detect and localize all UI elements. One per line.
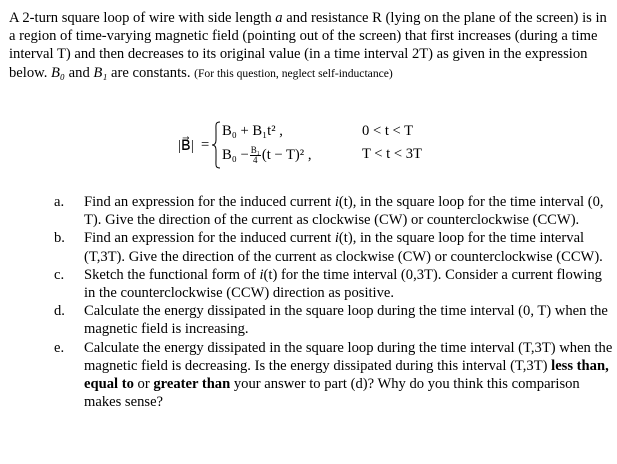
problem-statement <box>9 9 609 83</box>
question-part-b <box>54 229 614 265</box>
magnetic-field-equation <box>178 121 458 171</box>
b1-over-4-fraction <box>250 146 261 165</box>
part-e-text-pre: Calculate the energy dissipated in the square loop during the time interval (T,3T) when the magnetic field is decreasing. Is the energy dissipated during this interval (T,3T) <box>84 339 613 374</box>
case-2-expression <box>222 146 311 165</box>
question-part-d <box>54 302 614 338</box>
intro-text-3: are constants. <box>107 64 195 81</box>
part-d-marker: d. <box>54 303 65 320</box>
equals-sign: = <box>201 137 210 153</box>
part-a-marker: a. <box>54 194 65 210</box>
part-a-text-post: (t), in the square loop for the time interval (0, T). Give the direction of the current as clockwise (CW) or counterclockwise (CCW). <box>84 194 604 229</box>
case-2-prefix: B₀ − <box>222 146 249 163</box>
field-magnitude-symbol: |B⃗| <box>178 138 194 154</box>
b1-constant: B₁ <box>93 64 108 81</box>
question-part-e <box>54 339 614 412</box>
fraction-denominator: 4 <box>253 155 258 165</box>
part-d-text: Calculate the energy dissipated in the square loop during the time interval (0, T) when the magnetic field is increasing. <box>84 303 608 338</box>
case-1-condition: 0 < t < T <box>362 123 414 139</box>
case-2-suffix: (t − T)² , <box>261 146 312 163</box>
intro-text-1: A 2-turn square loop of wire with side length <box>9 10 276 26</box>
part-e-or: or <box>133 376 154 393</box>
b0-constant: B₀ <box>51 64 66 81</box>
part-a-text-pre: Find an expression for the induced current <box>84 194 335 210</box>
case-1-expression: B₀ + B₁t² , <box>222 123 283 139</box>
part-e-marker: e. <box>54 339 65 356</box>
current-variable: i <box>259 266 264 283</box>
part-b-marker: b. <box>54 230 65 247</box>
fraction-numerator: B₁ <box>250 145 260 155</box>
self-inductance-note: (For this question, neglect self-inductance) <box>194 66 393 80</box>
left-brace-icon <box>211 121 221 169</box>
question-part-a <box>54 193 614 229</box>
part-b-text-post: (t), in the square loop for the time interval (T,3T). Give the direction of the current as clockwise (CW) or counterclockwise (CCW). <box>84 230 603 265</box>
part-b-text-pre: Find an expression for the induced current <box>84 230 335 247</box>
part-c-marker: c. <box>54 266 65 283</box>
part-e-option-greater: greater than <box>153 376 231 393</box>
intro-text-2: and resistance R (lying on the plane of the screen) is in a region of time-varying magnetic field (pointing out of the screen) that first increases (during a time interval T) and then decreases to its original value (in a time interval 2T) as given in the expression below. <box>9 10 607 81</box>
part-c-text-pre: Sketch the functional form of <box>84 266 260 283</box>
part-e-text-post: your answer to part (d)? Why do you think this comparison makes sense? <box>84 376 580 411</box>
question-parts-list <box>54 193 614 411</box>
current-variable: i <box>334 194 339 210</box>
case-2-condition: T < t < 3T <box>362 146 422 162</box>
intro-and: and <box>65 64 94 81</box>
question-part-c <box>54 266 614 302</box>
part-c-text-post: (t) for the time interval (0,3T). Consider a current flowing in the counterclockwise (CCW) direction as positive. <box>84 266 602 302</box>
side-length-variable: a <box>275 10 283 26</box>
part-e-option-less-equal: less than, equal to <box>84 357 609 393</box>
current-variable: i <box>334 230 339 247</box>
